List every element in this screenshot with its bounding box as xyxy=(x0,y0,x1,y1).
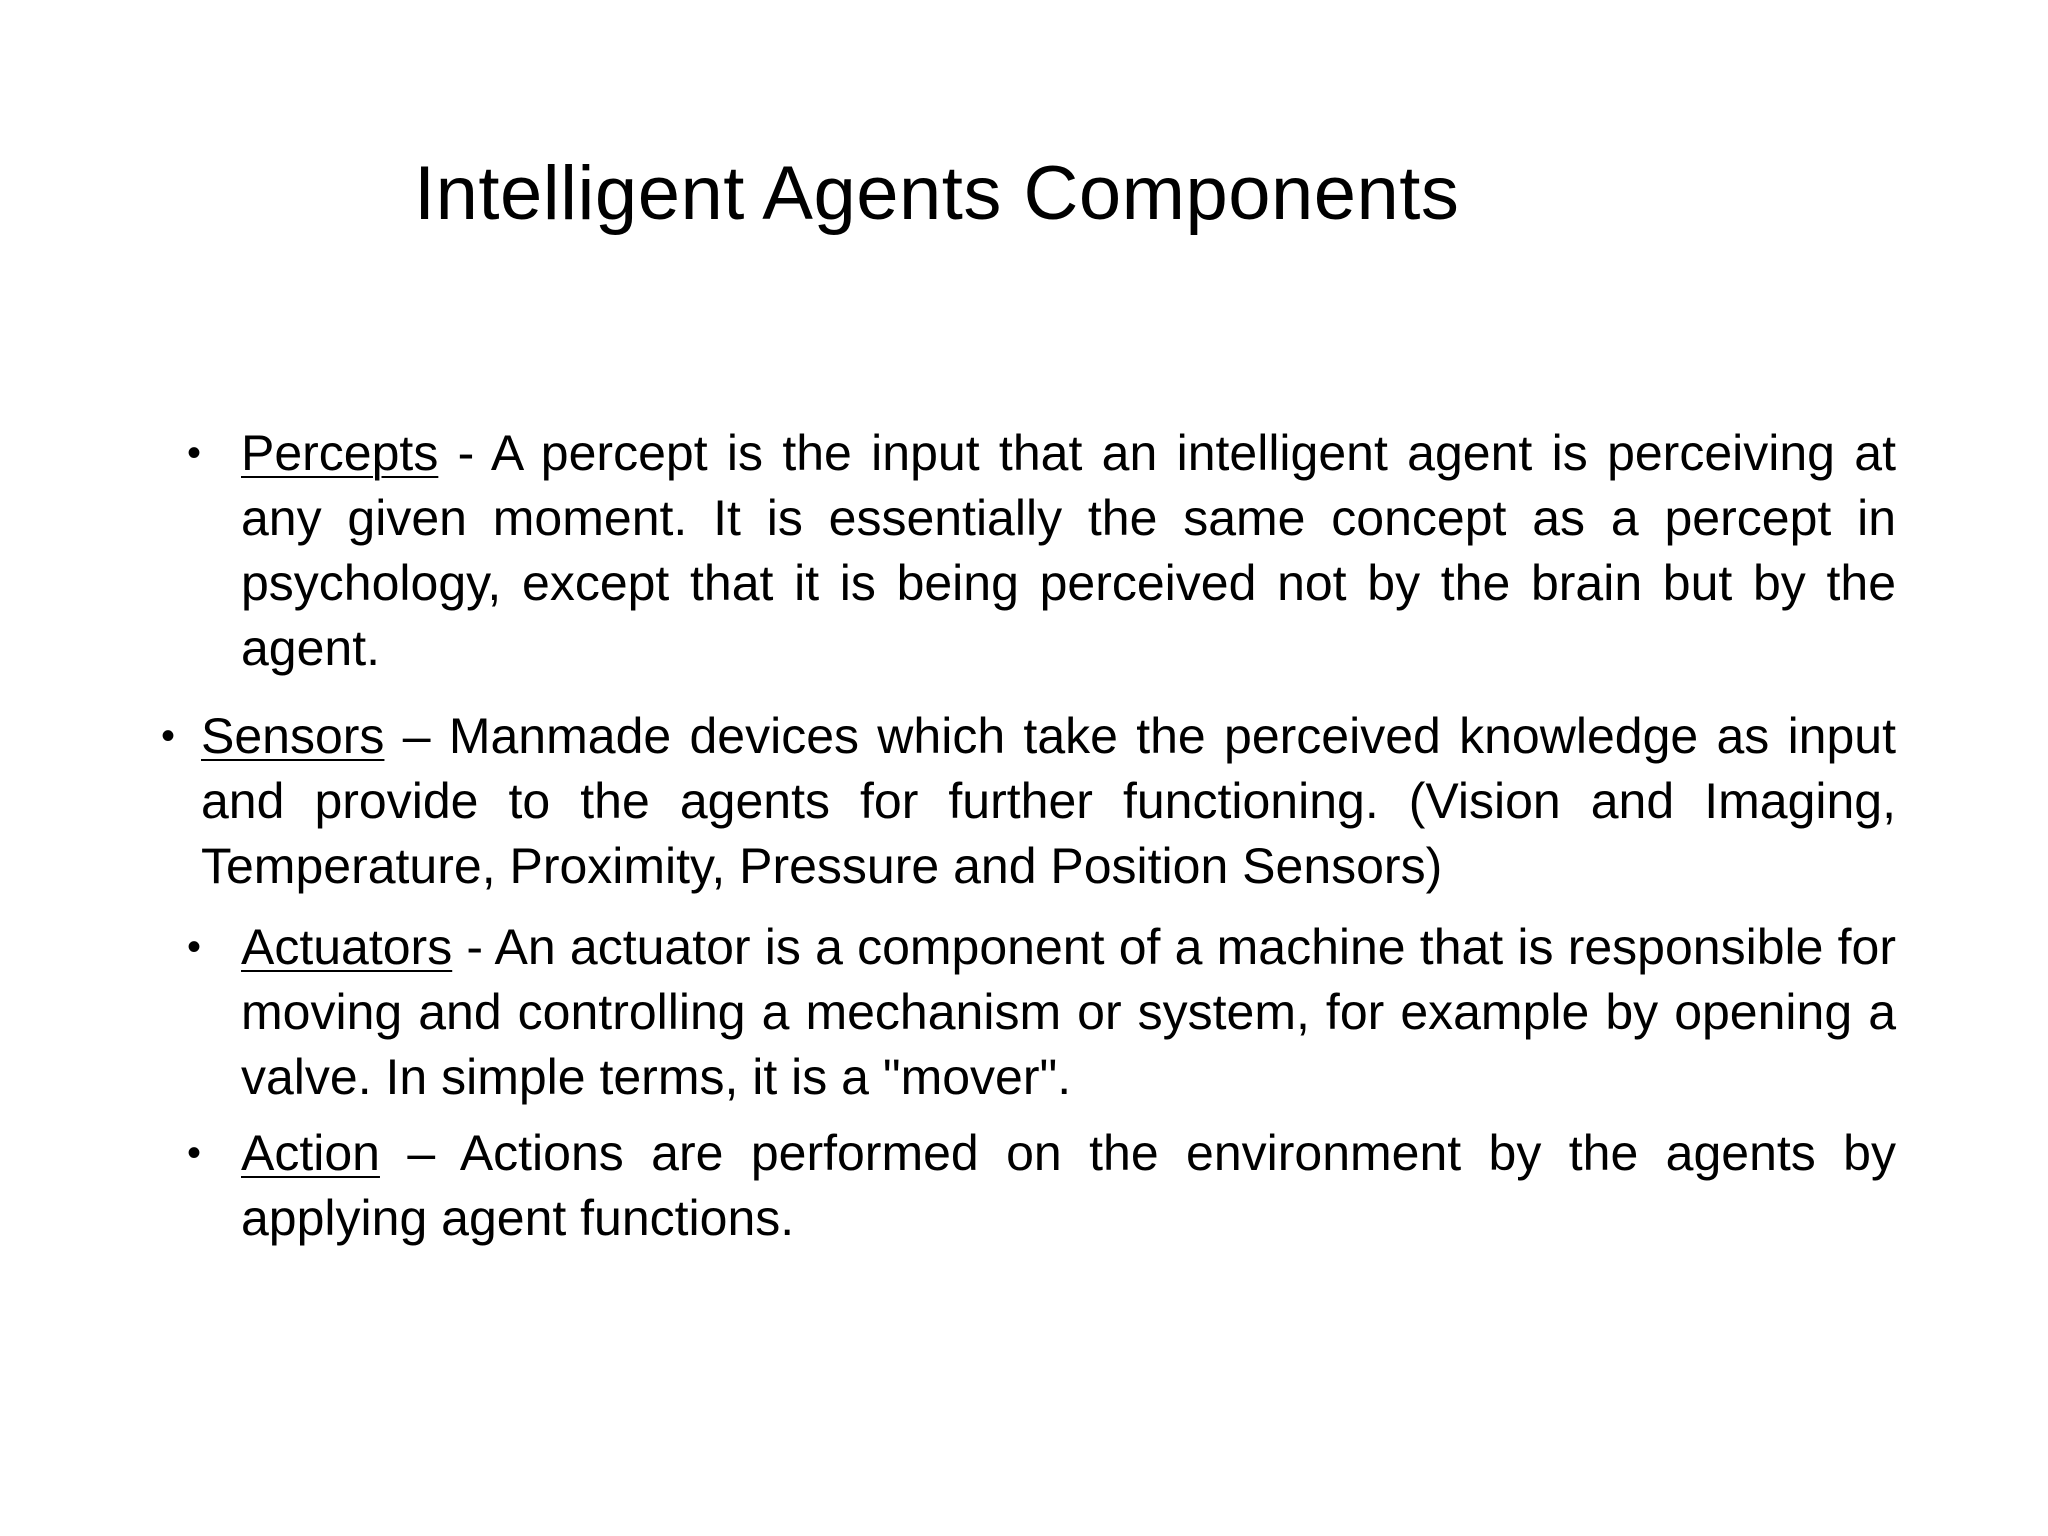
bullet-separator: – xyxy=(384,708,449,764)
bullet-dot-icon: • xyxy=(187,1131,202,1175)
bullet-term: Action xyxy=(241,1125,380,1181)
bullet-percepts xyxy=(187,421,1897,681)
bullet-text: An actuator is a component of a machine that is responsible for moving and controlling a mechanism or system, for example by opening a valve. In simple terms, it is a "mover". xyxy=(241,919,1896,1105)
bullet-separator: - xyxy=(438,425,491,481)
slide-title: Intelligent Agents Components xyxy=(414,151,1460,236)
bullet-text: Manmade devices which take the perceived knowledge as input and provide to the agents for further functioning. (Vision and Imaging, Temperature, Proximity, Pressure and Position Sensors) xyxy=(201,708,1896,894)
bullet-term: Sensors xyxy=(201,708,385,764)
bullet-actuators xyxy=(187,915,1896,1110)
bullet-separator: – xyxy=(379,1125,460,1181)
bullet-sensors xyxy=(161,704,1896,899)
bullet-term: Actuators xyxy=(241,919,453,975)
bullet-dot-icon: • xyxy=(161,714,176,758)
bullet-dot-icon: • xyxy=(187,925,202,969)
bullet-text: Actions are performed on the environment by the agents by applying agent functions. xyxy=(241,1125,1896,1246)
bullet-text: A percept is the input that an intelligent agent is perceiving at any given moment. It is essentially the same concept as a percept in psychology, except that it is being perceived not by the brain but by the agent. xyxy=(241,425,1897,676)
bullet-action xyxy=(187,1121,1896,1251)
bullet-term: Percepts xyxy=(241,425,439,481)
bullet-separator: - xyxy=(452,919,495,975)
bullet-dot-icon: • xyxy=(187,431,202,475)
